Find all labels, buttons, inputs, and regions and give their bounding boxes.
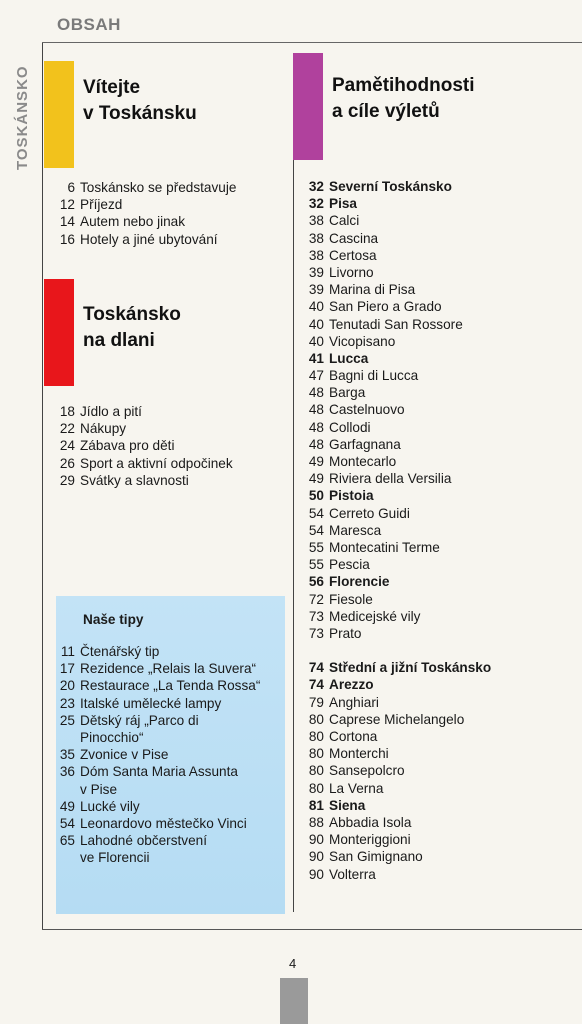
toc-entry-title: San Piero a Grado bbox=[329, 299, 442, 315]
toc-page-number: 90 bbox=[308, 849, 324, 865]
toc-entry-title: Příjezd bbox=[80, 197, 123, 213]
toc-entry bbox=[53, 455, 233, 472]
toc-page-number: 25 bbox=[59, 712, 75, 728]
toc-entry-title: Castelnuovo bbox=[329, 402, 405, 418]
toc-page-number: 38 bbox=[308, 230, 324, 246]
toc-page-number: 65 bbox=[59, 833, 75, 849]
toc-entry bbox=[53, 763, 260, 780]
toc-entry-title: Lucca bbox=[329, 350, 369, 366]
toc-entry bbox=[302, 728, 491, 745]
toc-page-number: 16 bbox=[59, 231, 75, 247]
toc-entry-title: Toskánsko se představuje bbox=[80, 180, 237, 195]
toc-entry bbox=[302, 230, 491, 247]
toc-entry bbox=[53, 472, 233, 489]
toc-entry bbox=[302, 591, 491, 608]
toc-entry-title: Lahodné občerstvení bbox=[80, 833, 207, 849]
toc-entry-title: Pescia bbox=[329, 557, 370, 573]
toc-page-number: 6 bbox=[67, 180, 75, 195]
toc-entry-title: Hotely a jiné ubytování bbox=[80, 231, 218, 247]
toc-entry-title: Monterchi bbox=[329, 746, 389, 762]
toc-entry-title: v Pise bbox=[80, 781, 118, 797]
toc-page-number: 90 bbox=[308, 866, 324, 882]
toc-entry bbox=[302, 298, 491, 315]
toc-entry-title: Montecatini Terme bbox=[329, 539, 440, 555]
toc-entry bbox=[302, 745, 491, 762]
toc-entry-title: Vicopisano bbox=[329, 333, 396, 349]
toc-page-number: 50 bbox=[308, 488, 324, 504]
toc-entry-title: ve Florencii bbox=[80, 850, 150, 866]
toc-page-number: 17 bbox=[59, 661, 75, 677]
toc-page-number: 12 bbox=[59, 197, 75, 213]
toc-page-number: 88 bbox=[308, 814, 324, 830]
toc-entry bbox=[302, 436, 491, 453]
toc-page-number: 36 bbox=[59, 764, 75, 780]
toc-entry bbox=[302, 659, 491, 676]
toc-entry-title: Rezidence „Relais la Suvera“ bbox=[80, 661, 257, 677]
toc-entry bbox=[53, 849, 260, 866]
toc-entry bbox=[53, 746, 260, 763]
toc-page-number: 47 bbox=[308, 368, 324, 384]
toc-page-number: 55 bbox=[308, 557, 324, 573]
welcome-section-title bbox=[83, 75, 197, 127]
toc-entry-title: Siena bbox=[329, 797, 366, 813]
toc-entry bbox=[302, 866, 491, 883]
toc-entry-title: Cerreto Guidi bbox=[329, 505, 410, 521]
toc-entry bbox=[53, 798, 260, 815]
toc-entry-title: Restaurace „La Tenda Rossa“ bbox=[80, 678, 261, 694]
toc-page-number: 48 bbox=[308, 419, 324, 435]
welcome-toc-list bbox=[53, 179, 236, 248]
toc-entry bbox=[302, 694, 491, 711]
toc-entry-title: Monteriggioni bbox=[329, 832, 411, 848]
toc-entry bbox=[302, 608, 491, 625]
toc-entry bbox=[302, 350, 491, 367]
toc-entry bbox=[302, 470, 491, 487]
toc-entry-title: Pisa bbox=[329, 196, 357, 212]
toc-entry-title: Anghiari bbox=[329, 694, 379, 710]
toc-entry-title: Střední a jižní Toskánsko bbox=[329, 660, 492, 676]
toc-page-number: 48 bbox=[308, 436, 324, 452]
toc-entry bbox=[302, 573, 491, 590]
toc-page-number: 72 bbox=[308, 591, 324, 607]
toc-page-number: 20 bbox=[59, 678, 75, 694]
welcome-title-line-2: v Toskánsku bbox=[83, 103, 197, 124]
toc-entry-title: Volterra bbox=[329, 866, 376, 882]
toc-entry bbox=[302, 212, 491, 229]
toc-entry bbox=[302, 316, 491, 333]
toc-entry bbox=[302, 522, 491, 539]
toc-page-number: 24 bbox=[59, 438, 75, 454]
toc-page-number: 80 bbox=[308, 780, 324, 796]
sights-color-bar bbox=[293, 53, 323, 160]
toc-entry bbox=[53, 712, 260, 729]
toc-entry-title: Leonardovo městečko Vinci bbox=[80, 815, 247, 831]
toc-page-number: 18 bbox=[59, 404, 75, 419]
toc-entry-title: Nákupy bbox=[80, 421, 127, 437]
toc-entry-title: Cortona bbox=[329, 729, 378, 744]
toc-page-number: 49 bbox=[59, 798, 75, 814]
toc-entry bbox=[53, 213, 236, 230]
toc-gap bbox=[302, 642, 491, 659]
toc-page-number: 22 bbox=[59, 421, 75, 437]
toc-entry bbox=[302, 676, 491, 693]
toc-entry bbox=[302, 505, 491, 522]
toc-entry-title: Montecarlo bbox=[329, 454, 397, 469]
toc-entry-title: Cascina bbox=[329, 230, 379, 246]
toc-entry bbox=[53, 196, 236, 213]
toc-entry-title: Lucké vily bbox=[80, 798, 140, 814]
toc-entry-title: La Verna bbox=[329, 780, 384, 796]
toc-entry-title: Calci bbox=[329, 213, 360, 229]
tips-title: Naše tipy bbox=[83, 612, 144, 627]
toc-entry bbox=[53, 832, 260, 849]
toc-page-number: 73 bbox=[308, 608, 324, 624]
toc-page-number: 29 bbox=[59, 472, 75, 488]
toc-page-number: 90 bbox=[308, 832, 324, 848]
toc-page-number: 80 bbox=[308, 711, 324, 727]
toc-page-number: 39 bbox=[308, 264, 324, 280]
toc-entry bbox=[302, 848, 491, 865]
toc-entry-title: Bagni di Lucca bbox=[329, 368, 419, 384]
toc-entry bbox=[53, 403, 233, 420]
toc-entry bbox=[302, 247, 491, 264]
toc-entry bbox=[302, 178, 491, 195]
toc-entry bbox=[302, 453, 491, 470]
toc-page-number: 55 bbox=[308, 539, 324, 555]
toc-entry-title: Medicejské vily bbox=[329, 608, 421, 624]
at-hand-toc-list bbox=[53, 403, 233, 489]
toc-page-number: 73 bbox=[308, 625, 324, 641]
tips-toc-list bbox=[53, 643, 260, 866]
toc-page-number: 80 bbox=[308, 763, 324, 779]
toc-page-number: 49 bbox=[308, 454, 324, 469]
toc-entry-title: Collodi bbox=[329, 419, 371, 435]
toc-page-number: 74 bbox=[308, 660, 324, 676]
toc-entry bbox=[53, 781, 260, 798]
toc-entry-title: Prato bbox=[329, 625, 362, 641]
toc-entry bbox=[302, 281, 491, 298]
toc-entry-title: Italské umělecké lampy bbox=[80, 695, 222, 711]
sights-section-title bbox=[332, 73, 475, 125]
toc-entry-title: Sport a aktivní odpočinek bbox=[80, 455, 233, 471]
toc-entry bbox=[53, 231, 236, 248]
toc-entry-title: Riviera della Versilia bbox=[329, 471, 452, 487]
toc-entry bbox=[302, 195, 491, 212]
at-hand-color-bar bbox=[44, 279, 74, 386]
toc-entry-title: Zábava pro děti bbox=[80, 438, 175, 454]
toc-entry bbox=[302, 333, 491, 350]
toc-entry bbox=[302, 711, 491, 728]
toc-entry bbox=[302, 780, 491, 797]
toc-page-number: 32 bbox=[308, 179, 324, 194]
toc-entry bbox=[302, 539, 491, 556]
toc-entry bbox=[302, 831, 491, 848]
toc-page-number: 56 bbox=[308, 574, 324, 590]
toc-entry bbox=[302, 797, 491, 814]
toc-entry-title: Certosa bbox=[329, 247, 377, 263]
toc-entry-title: Autem nebo jinak bbox=[80, 214, 186, 230]
toc-page-number: 54 bbox=[308, 522, 324, 538]
toc-entry-title: Dóm Santa Maria Assunta bbox=[80, 764, 238, 780]
toc-entry bbox=[302, 556, 491, 573]
toc-entry bbox=[302, 487, 491, 504]
welcome-color-bar bbox=[44, 61, 74, 168]
toc-entry-title: Jídlo a pití bbox=[80, 404, 142, 419]
toc-page-number: 49 bbox=[308, 471, 324, 487]
toc-entry bbox=[53, 695, 260, 712]
toc-entry bbox=[53, 815, 260, 832]
toc-page-number: 14 bbox=[59, 214, 75, 230]
frame-left-rule bbox=[42, 42, 43, 930]
toc-entry bbox=[53, 660, 260, 677]
toc-entry-title: San Gimignano bbox=[329, 849, 423, 865]
frame-bottom-rule bbox=[42, 929, 582, 930]
toc-entry-title: Tenutadi San Rossore bbox=[329, 316, 463, 332]
toc-entry-title: Dětský ráj „Parco di bbox=[80, 712, 199, 728]
page-number: 4 bbox=[289, 956, 297, 971]
frame-top-rule bbox=[42, 42, 582, 43]
toc-entry bbox=[302, 401, 491, 418]
toc-entry-title: Sansepolcro bbox=[329, 763, 405, 779]
welcome-title-line-1: Vítejte bbox=[83, 77, 141, 98]
sights-toc-list bbox=[302, 178, 491, 883]
at-hand-title-line-2: na dlani bbox=[83, 330, 155, 351]
toc-entry-title: Marina di Pisa bbox=[329, 282, 416, 298]
toc-page-number: 54 bbox=[59, 815, 75, 831]
toc-page-number: 40 bbox=[308, 299, 324, 315]
toc-entry bbox=[302, 814, 491, 831]
toc-entry-title: Čtenářský tip bbox=[80, 644, 160, 659]
toc-entry bbox=[302, 264, 491, 281]
toc-entry-title: Pinocchio“ bbox=[80, 729, 144, 745]
toc-page-number: 40 bbox=[308, 333, 324, 349]
toc-entry-title: Florencie bbox=[329, 574, 390, 590]
toc-entry-title: Livorno bbox=[329, 264, 374, 280]
sights-title-line-2: a cíle výletů bbox=[332, 101, 440, 122]
toc-entry bbox=[302, 625, 491, 642]
toc-page-number: 11 bbox=[60, 644, 75, 659]
toc-entry bbox=[302, 419, 491, 436]
toc-page-number: 23 bbox=[59, 695, 75, 711]
toc-entry-title: Caprese Michelangelo bbox=[329, 711, 465, 727]
toc-entry bbox=[302, 384, 491, 401]
toc-entry-title: Svátky a slavnosti bbox=[80, 472, 189, 488]
toc-entry-title: Pistoia bbox=[329, 488, 374, 504]
toc-entry-title: Fiesole bbox=[329, 591, 373, 607]
toc-page-number: 79 bbox=[308, 694, 324, 710]
toc-entry bbox=[302, 367, 491, 384]
side-chapter-label: TOSKÁNSKO bbox=[14, 65, 31, 170]
toc-entry-title: Abbadia Isola bbox=[329, 814, 412, 830]
toc-page-number: 48 bbox=[308, 385, 324, 401]
toc-page-number: 81 bbox=[308, 797, 324, 813]
toc-page-number: 48 bbox=[308, 402, 324, 418]
toc-page-number: 35 bbox=[59, 747, 75, 763]
at-hand-section-title bbox=[83, 302, 181, 354]
toc-entry-title: Barga bbox=[329, 385, 366, 401]
toc-entry-title: Arezzo bbox=[329, 677, 374, 693]
toc-page-number: 74 bbox=[308, 677, 324, 693]
toc-entry bbox=[53, 437, 233, 454]
toc-page-number: 80 bbox=[308, 746, 324, 762]
toc-page-number: 40 bbox=[308, 316, 324, 332]
toc-page-number: 26 bbox=[59, 455, 75, 471]
toc-page-number: 32 bbox=[308, 196, 324, 212]
toc-page-number: 38 bbox=[308, 247, 324, 263]
at-hand-title-line-1: Toskánsko bbox=[83, 304, 181, 325]
toc-entry-title: Garfagnana bbox=[329, 436, 401, 452]
column-divider bbox=[293, 160, 294, 912]
toc-page-number: 39 bbox=[308, 282, 324, 298]
toc-entry bbox=[302, 762, 491, 779]
page-header-title: OBSAH bbox=[57, 15, 121, 34]
toc-entry-title: Maresca bbox=[329, 522, 382, 538]
toc-entry-title: Zvonice v Pise bbox=[80, 747, 169, 763]
toc-page-number: 41 bbox=[308, 350, 324, 366]
toc-page-number: 80 bbox=[308, 729, 324, 744]
toc-entry bbox=[53, 643, 260, 660]
toc-entry bbox=[53, 677, 260, 694]
toc-entry bbox=[53, 729, 260, 746]
toc-page-number: 54 bbox=[308, 505, 324, 521]
sights-title-line-1: Pamětihodnosti bbox=[332, 75, 475, 96]
toc-page-number: 38 bbox=[308, 213, 324, 229]
toc-entry-title: Severní Toskánsko bbox=[329, 179, 452, 194]
toc-entry bbox=[53, 179, 236, 196]
page-edge-tab bbox=[280, 978, 308, 1024]
toc-entry bbox=[53, 420, 233, 437]
